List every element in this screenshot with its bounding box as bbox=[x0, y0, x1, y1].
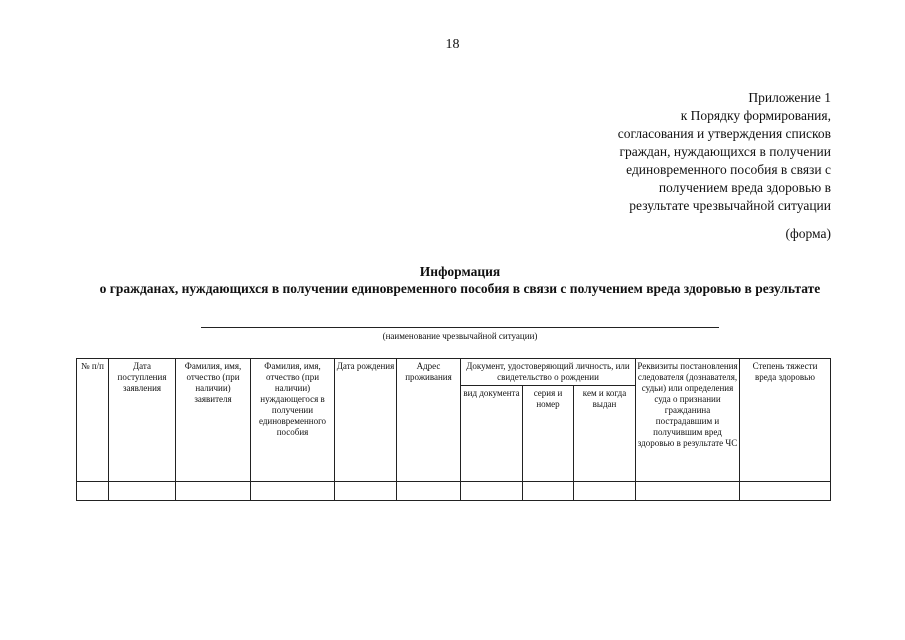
header-birth-date: Дата рождения bbox=[335, 359, 397, 482]
title-heading: Информация bbox=[419, 264, 501, 279]
table-cell[interactable] bbox=[523, 482, 574, 501]
table-cell[interactable] bbox=[251, 482, 335, 501]
table-cell[interactable] bbox=[109, 482, 176, 501]
document-title bbox=[90, 263, 830, 297]
title-subtitle: о гражданах, нуждающихся в получении единовременного пособия в связи с получением вреда здоровью в результате bbox=[99, 281, 821, 296]
table-cell[interactable] bbox=[461, 482, 523, 501]
header-doc-issued: кем и когда выдан bbox=[574, 386, 636, 482]
header-application-date: Дата поступления заявления bbox=[109, 359, 176, 482]
table-cell[interactable] bbox=[636, 482, 740, 501]
appendix-line: единовременного пособия в связи с bbox=[626, 162, 831, 177]
page-number: 18 bbox=[445, 37, 460, 52]
header-doc-series: серия и номер bbox=[523, 386, 574, 482]
appendix-line: Приложение 1 bbox=[748, 90, 831, 105]
header-document-group: Документ, удостоверяющий личность, или свидетельство о рождении bbox=[461, 359, 636, 386]
information-table bbox=[76, 358, 831, 501]
appendix-block bbox=[618, 89, 831, 215]
table-cell[interactable] bbox=[176, 482, 251, 501]
table-row bbox=[77, 482, 831, 501]
header-address: Адрес проживания bbox=[397, 359, 461, 482]
header-number: № п/п bbox=[77, 359, 109, 482]
header-applicant-name: Фамилия, имя, отчество (при наличии) заявителя bbox=[176, 359, 251, 482]
situation-underline bbox=[201, 327, 719, 328]
header-doc-type: вид документа bbox=[461, 386, 523, 482]
header-recipient-name: Фамилия, имя, отчество (при наличии) нуждающегося в получении единовременного пособия bbox=[251, 359, 335, 482]
form-label: (форма) bbox=[785, 226, 831, 241]
table-cell[interactable] bbox=[574, 482, 636, 501]
appendix-line: к Порядку формирования, bbox=[680, 108, 831, 123]
appendix-line: результате чрезвычайной ситуации bbox=[629, 198, 831, 213]
header-severity: Степень тяжести вреда здоровью bbox=[740, 359, 831, 482]
table-cell[interactable] bbox=[740, 482, 831, 501]
situation-caption: (наименование чрезвычайной ситуации) bbox=[382, 331, 538, 341]
table-cell[interactable] bbox=[335, 482, 397, 501]
header-requisites: Реквизиты постановления следователя (дознавателя, судьи) или определения суда о признании гражданина пострадавшим и получившим вред здоровью в результате ЧС bbox=[636, 359, 740, 482]
appendix-line: получением вреда здоровью в bbox=[658, 180, 831, 195]
table-cell[interactable] bbox=[77, 482, 109, 501]
appendix-line: согласования и утверждения списков bbox=[617, 126, 831, 141]
table-cell[interactable] bbox=[397, 482, 461, 501]
appendix-line: граждан, нуждающихся в получении bbox=[619, 144, 831, 159]
